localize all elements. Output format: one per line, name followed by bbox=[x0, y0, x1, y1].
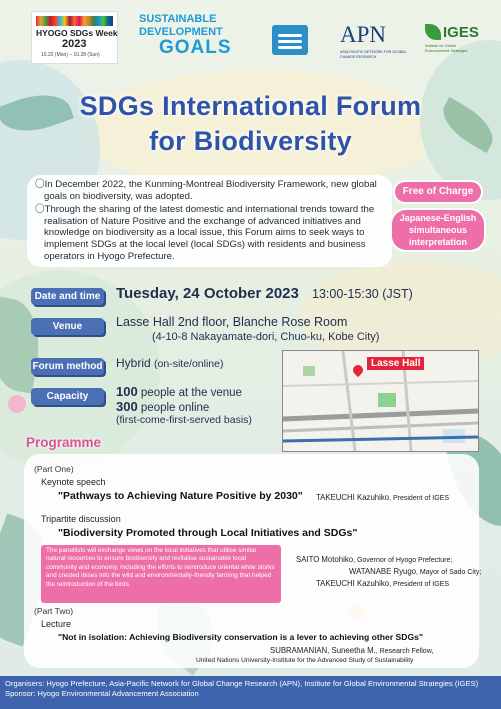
footer bbox=[0, 676, 501, 709]
panellist-1-role: , Governor of Hyogo Prefecture; bbox=[353, 557, 453, 564]
part-one-label: (Part One) bbox=[34, 464, 74, 474]
interpretation-line2: simultaneous bbox=[408, 225, 467, 235]
lecture-label: Lecture bbox=[41, 619, 72, 629]
forum-method-label: Forum method bbox=[31, 358, 104, 375]
capacity-label: Capacity bbox=[31, 388, 104, 405]
sdg-logo-line3: GOALS bbox=[159, 37, 232, 58]
capacity-online-text: people online bbox=[140, 402, 210, 414]
intro-box bbox=[27, 175, 392, 267]
capacity-online bbox=[116, 399, 209, 414]
footer-sponsor: Sponsor: Hyogo Environmental Advancement Association bbox=[5, 689, 199, 698]
bg-flower bbox=[8, 395, 26, 413]
capacity-online-number: 300 bbox=[116, 399, 138, 414]
discussion-description: The panellists will exchange views on the local initiatives that utilise similar natural resources to ensure biodiversity and revitalise sustainable local community and economy, including the efforts to reintroduce oriental white storks and crested ibises into the wild and environmentally-friendly farming that helped the reintroduction of the birds. bbox=[46, 547, 275, 588]
panellist-3 bbox=[316, 579, 449, 588]
sdg-logo-line2: DEVELOPMENT bbox=[139, 26, 223, 38]
apn-logo bbox=[337, 22, 417, 62]
date-time-label: Date and time bbox=[31, 288, 104, 305]
intro-paragraph-1: 〇In December 2022, the Kunming-Montreal Biodiversity Framework, new global goals on biodiversity, was adopted. bbox=[35, 179, 377, 202]
panellist-2-role: , Mayor of Sado City; bbox=[416, 569, 482, 576]
apn-logo-name: APN bbox=[340, 22, 387, 47]
sdg-logo bbox=[139, 13, 249, 63]
date-value: Tuesday, 24 October 2023 bbox=[116, 285, 299, 302]
free-of-charge-badge: Free of Charge bbox=[395, 182, 481, 202]
lecture-speaker-org: United Nations University-Institute for the Advanced Study of Sustainability bbox=[196, 657, 414, 664]
part-two-label: (Part Two) bbox=[34, 606, 74, 616]
time-value: 13:00-15:30 (JST) bbox=[312, 287, 413, 301]
capacity-note: (first-come-first-served basis) bbox=[116, 414, 252, 426]
apn-logo-sub: ASIA-PACIFIC NETWORK FOR GLOBAL CHANGE RESEARCH bbox=[340, 50, 407, 59]
iges-logo-name: IGES bbox=[443, 24, 479, 41]
discussion-title: "Biodiversity Promoted through Local Initiatives and SDGs" bbox=[58, 527, 358, 539]
panellist-2-name: WATANABE Ryugo bbox=[349, 567, 417, 576]
hyogo-sdgs-week-logo bbox=[31, 11, 118, 64]
sdg-logo-line1: SUSTAINABLE bbox=[139, 13, 217, 25]
keynote-speaker bbox=[316, 493, 449, 502]
interpretation-line3: interpretation bbox=[408, 237, 467, 247]
map-venue-marker: Lasse Hall bbox=[367, 357, 424, 370]
sdgs-week-logo-dates: 10.22 (Mon) – 10.28 (Sun) bbox=[41, 52, 100, 58]
page-title-line1: SDGs International Forum bbox=[79, 91, 422, 121]
panellist-3-name: TAKEUCHI Kazuhiko bbox=[316, 579, 390, 588]
capacity-venue-text: people at the venue bbox=[140, 387, 242, 399]
interpretation-badge bbox=[392, 210, 484, 250]
emblem-wave bbox=[278, 34, 302, 37]
panellist-2 bbox=[349, 567, 481, 576]
emblem-wave bbox=[278, 40, 302, 43]
keynote-label: Keynote speech bbox=[41, 477, 106, 487]
forum-method-value bbox=[116, 356, 223, 370]
keynote-speaker-name: TAKEUCHI Kazuhiko bbox=[316, 493, 390, 502]
lecture-title: "Not in isolation: Achieving Biodiversity conservation is a lever to achieving other SDGs" bbox=[58, 632, 424, 642]
sdgs-week-logo-line2: 2023 bbox=[62, 38, 87, 50]
venue-address: (4-10-8 Nakayamate-dori, Chuo-ku, Kobe City) bbox=[152, 331, 380, 343]
capacity-venue-number: 100 bbox=[116, 384, 138, 399]
venue-map bbox=[282, 350, 479, 452]
iges-logo bbox=[423, 22, 483, 62]
lecture-speaker bbox=[270, 646, 433, 655]
hyogo-prefecture-emblem bbox=[272, 25, 308, 55]
panellist-1 bbox=[296, 555, 452, 564]
keynote-speaker-role: , President of IGES bbox=[389, 495, 450, 502]
discussion-label: Tripartite discussion bbox=[41, 514, 121, 524]
panellist-3-role: , President of IGES bbox=[389, 581, 450, 588]
lecture-speaker-name: SUBRAMANIAN, Suneetha M. bbox=[270, 646, 376, 655]
page-title-line2: for Biodiversity bbox=[149, 126, 352, 156]
venue-label: Venue bbox=[31, 318, 104, 335]
sdg-color-strip bbox=[36, 16, 113, 26]
programme-heading: Programme bbox=[26, 435, 102, 450]
sdgs-week-logo-line1: HYOGO SDGs Week bbox=[36, 28, 118, 38]
iges-leaf-icon bbox=[425, 24, 441, 40]
intro-paragraph-2: 〇Through the sharing of the latest domestic and international trends toward the realisation of Nature Positive and the exchange of advanced initiatives and knowledge on biodiversity as a local issue, this Forum aims to seek ways to implement SDGs at the local level (local SDGs) with residents and business operators in Hyogo Prefecture. bbox=[35, 204, 375, 262]
panellist-1-name: SAITO Motohiko bbox=[296, 555, 354, 564]
interpretation-line1: Japanese-English bbox=[399, 213, 477, 223]
keynote-title: "Pathways to Achieving Nature Positive by 2030" bbox=[58, 490, 303, 502]
emblem-wave bbox=[278, 46, 302, 49]
lecture-speaker-role: , Research Fellow, bbox=[375, 648, 434, 655]
capacity-venue bbox=[116, 384, 242, 399]
method-note: (on-site/online) bbox=[154, 358, 224, 370]
venue-value: Lasse Hall 2nd floor, Blanche Rose Room bbox=[116, 315, 348, 329]
footer-organisers: Organisers: Hyogo Prefecture, Asia-Pacific Network for Global Change Research (APN), Institute for Global Environmental Strategies (IGES) bbox=[5, 679, 479, 688]
method-hybrid: Hybrid bbox=[116, 356, 151, 370]
iges-logo-sub: Institute for Global Environmental Strategies bbox=[425, 44, 468, 53]
